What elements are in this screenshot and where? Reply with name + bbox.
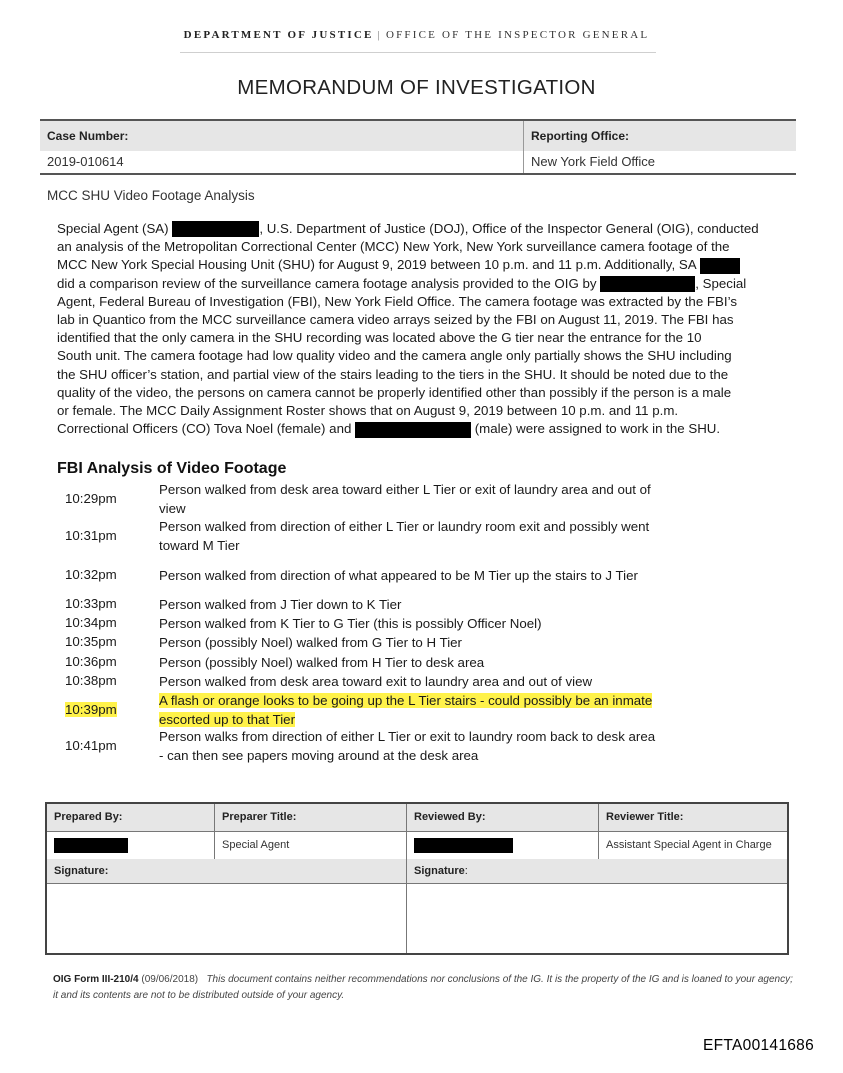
body-line <box>57 420 787 438</box>
highlight: A flash or orange looks to be going up the L Tier stairs - could possibly be an inmate <box>159 693 653 708</box>
entry-time: 10:34pm <box>65 615 117 630</box>
redaction-block <box>172 221 259 237</box>
entry-description: Person walked from desk area toward exit to laundry area and out of view <box>159 674 593 689</box>
body-text: , U.S. Department of Justice (DOJ), Office of the Inspector General (OIG), conducted <box>259 221 759 236</box>
reviewed-by-value <box>407 831 599 859</box>
entry-description <box>159 692 699 729</box>
sig-value-row <box>47 831 787 860</box>
body-line: or female. The MCC Daily Assignment Roster shows that on August 9, 2019 between 10 p.m. and 11 p.m. <box>57 402 679 418</box>
entry-time: 10:31pm <box>65 528 117 543</box>
highlight: escorted up to that Tier <box>159 711 296 727</box>
entry-description: Person walked from direction of what appeared to be M Tier up the stairs to J Tier <box>159 568 638 583</box>
signature-label-colon: : <box>464 865 468 877</box>
body-line: quality of the video, the persons on camera cannot be properly identified other than possibly if the person is a male <box>57 384 732 400</box>
prepared-by-value <box>47 831 215 859</box>
body-line <box>57 275 787 293</box>
redaction-block <box>54 838 128 853</box>
entry-time: 10:32pm <box>65 567 117 582</box>
body-text: did a comparison review of the surveillance camera footage analysis provided to the OIG by <box>57 275 601 291</box>
case-table-header-row <box>40 121 796 151</box>
form-footer <box>53 972 793 1004</box>
entry-time: 10:36pm <box>65 654 117 669</box>
entry-line: - can then see papers moving around at the desk area <box>159 747 479 763</box>
entry-line: Person walked from desk area toward either L Tier or exit of laundry area and out of <box>159 482 651 497</box>
sig-signature-label-row <box>47 859 787 884</box>
form-id: OIG Form III-210/4 <box>53 974 139 985</box>
body-line: an analysis of the Metropolitan Correctional Center (MCC) New York, New York surveillance camera footage of the <box>57 239 730 255</box>
body-line: Agent, Federal Bureau of Investigation (FBI), New York Field Office. The camera footage was extracted by the FBI’s <box>57 293 737 309</box>
department-header <box>0 29 833 41</box>
body-text: (male) were assigned to work in the SHU. <box>471 421 721 437</box>
redaction-block <box>414 838 513 853</box>
prepared-by-label: Prepared By: <box>47 804 215 831</box>
body-line <box>57 256 787 274</box>
entry-description: Person (possibly Noel) walked from G Tier to H Tier <box>159 635 462 650</box>
entry-line: toward M Tier <box>159 537 240 553</box>
reviewer-title-label: Reviewer Title: <box>606 811 684 823</box>
reporting-office-value: New York Field Office <box>531 154 656 169</box>
department-name: DEPARTMENT OF JUSTICE <box>183 29 374 41</box>
case-number-label: Case Number: <box>40 121 524 151</box>
entry-time <box>65 702 145 717</box>
entry-description <box>159 728 699 765</box>
preparer-title-label: Preparer Title: <box>215 804 407 831</box>
entry-time: 10:29pm <box>65 491 117 506</box>
body-line <box>57 220 787 238</box>
reviewer-signature-label <box>407 859 787 883</box>
entry-description: Person (possibly Noel) walked from H Tier to desk area <box>159 655 485 670</box>
header-divider <box>180 52 656 53</box>
redaction-block <box>600 276 695 292</box>
reviewer-title-value: Assistant Special Agent in Charge <box>606 839 772 851</box>
office-name: OFFICE OF THE INSPECTOR GENERAL <box>385 29 650 41</box>
signature-column-divider <box>406 859 407 953</box>
redaction-block <box>700 258 740 274</box>
body-line: lab in Quantico from the MCC surveillance camera video arrays seized by the FBI on August 11, 2019. The FBI has <box>57 311 734 327</box>
entry-description: Person walked from J Tier down to K Tier <box>159 597 402 612</box>
entry-description <box>159 481 699 518</box>
entry-line: view <box>159 500 186 516</box>
signature-table <box>45 802 789 955</box>
bates-number: EFTA00141686 <box>703 1037 815 1054</box>
body-line: South unit. The camera footage had low quality video and the camera angle only partially shows the SHU including <box>57 348 732 364</box>
entry-description: Person walked from K Tier to G Tier (this is possibly Officer Noel) <box>159 616 542 631</box>
sig-header-row <box>47 804 787 832</box>
body-text: , Special <box>695 275 747 291</box>
header-separator: | <box>377 29 382 41</box>
case-table-value-row <box>40 151 796 175</box>
form-date: (09/06/2018) <box>138 974 199 985</box>
form-disclaimer: This document contains neither recommendations nor conclusions of the IG. It is the property of the IG and is loaned to your agency; it and its contents are not to be distributed outside of your agency. <box>53 974 793 1001</box>
entry-line: Person walks from direction of either L Tier or exit to laundry room back to desk area <box>159 729 656 744</box>
entry-line: Person walked from direction of either L Tier or laundry room exit and possibly went <box>159 519 650 534</box>
reporting-office-label: Reporting Office: <box>531 129 629 143</box>
analysis-section-title: FBI Analysis of Video Footage <box>57 460 287 477</box>
case-number-value: 2019-010614 <box>40 151 524 173</box>
entry-time: 10:35pm <box>65 634 117 649</box>
redaction-block <box>355 422 471 438</box>
entry-time: 10:33pm <box>65 596 117 611</box>
body-text: Special Agent (SA) <box>57 221 173 236</box>
entry-time: 10:41pm <box>65 738 117 753</box>
entry-description <box>159 518 699 555</box>
body-text: Correctional Officers (CO) Tova Noel (female) and <box>57 421 356 437</box>
highlight: 10:39pm <box>65 702 117 717</box>
body-line: identified that the only camera in the SHU recording was located above the G tier near the entrance for the 10 <box>57 330 702 346</box>
entry-time: 10:38pm <box>65 673 117 688</box>
body-paragraph <box>57 220 787 438</box>
memo-subject: MCC SHU Video Footage Analysis <box>47 188 255 203</box>
preparer-signature-label: Signature: <box>54 865 109 877</box>
case-info-table <box>40 119 796 175</box>
reviewed-by-label: Reviewed By: <box>407 804 599 831</box>
signature-label-text: Signature <box>414 865 465 877</box>
memo-title: MEMORANDUM OF INVESTIGATION <box>237 76 596 99</box>
body-text: MCC New York Special Housing Unit (SHU) for August 9, 2019 between 10 p.m. and 11 p.m. Additionally, SA <box>57 257 700 273</box>
body-line: the SHU officer’s station, and partial view of the stairs leading to the tiers in the SHU. It should be noted due to the <box>57 366 729 382</box>
preparer-title-value: Special Agent <box>215 831 407 859</box>
